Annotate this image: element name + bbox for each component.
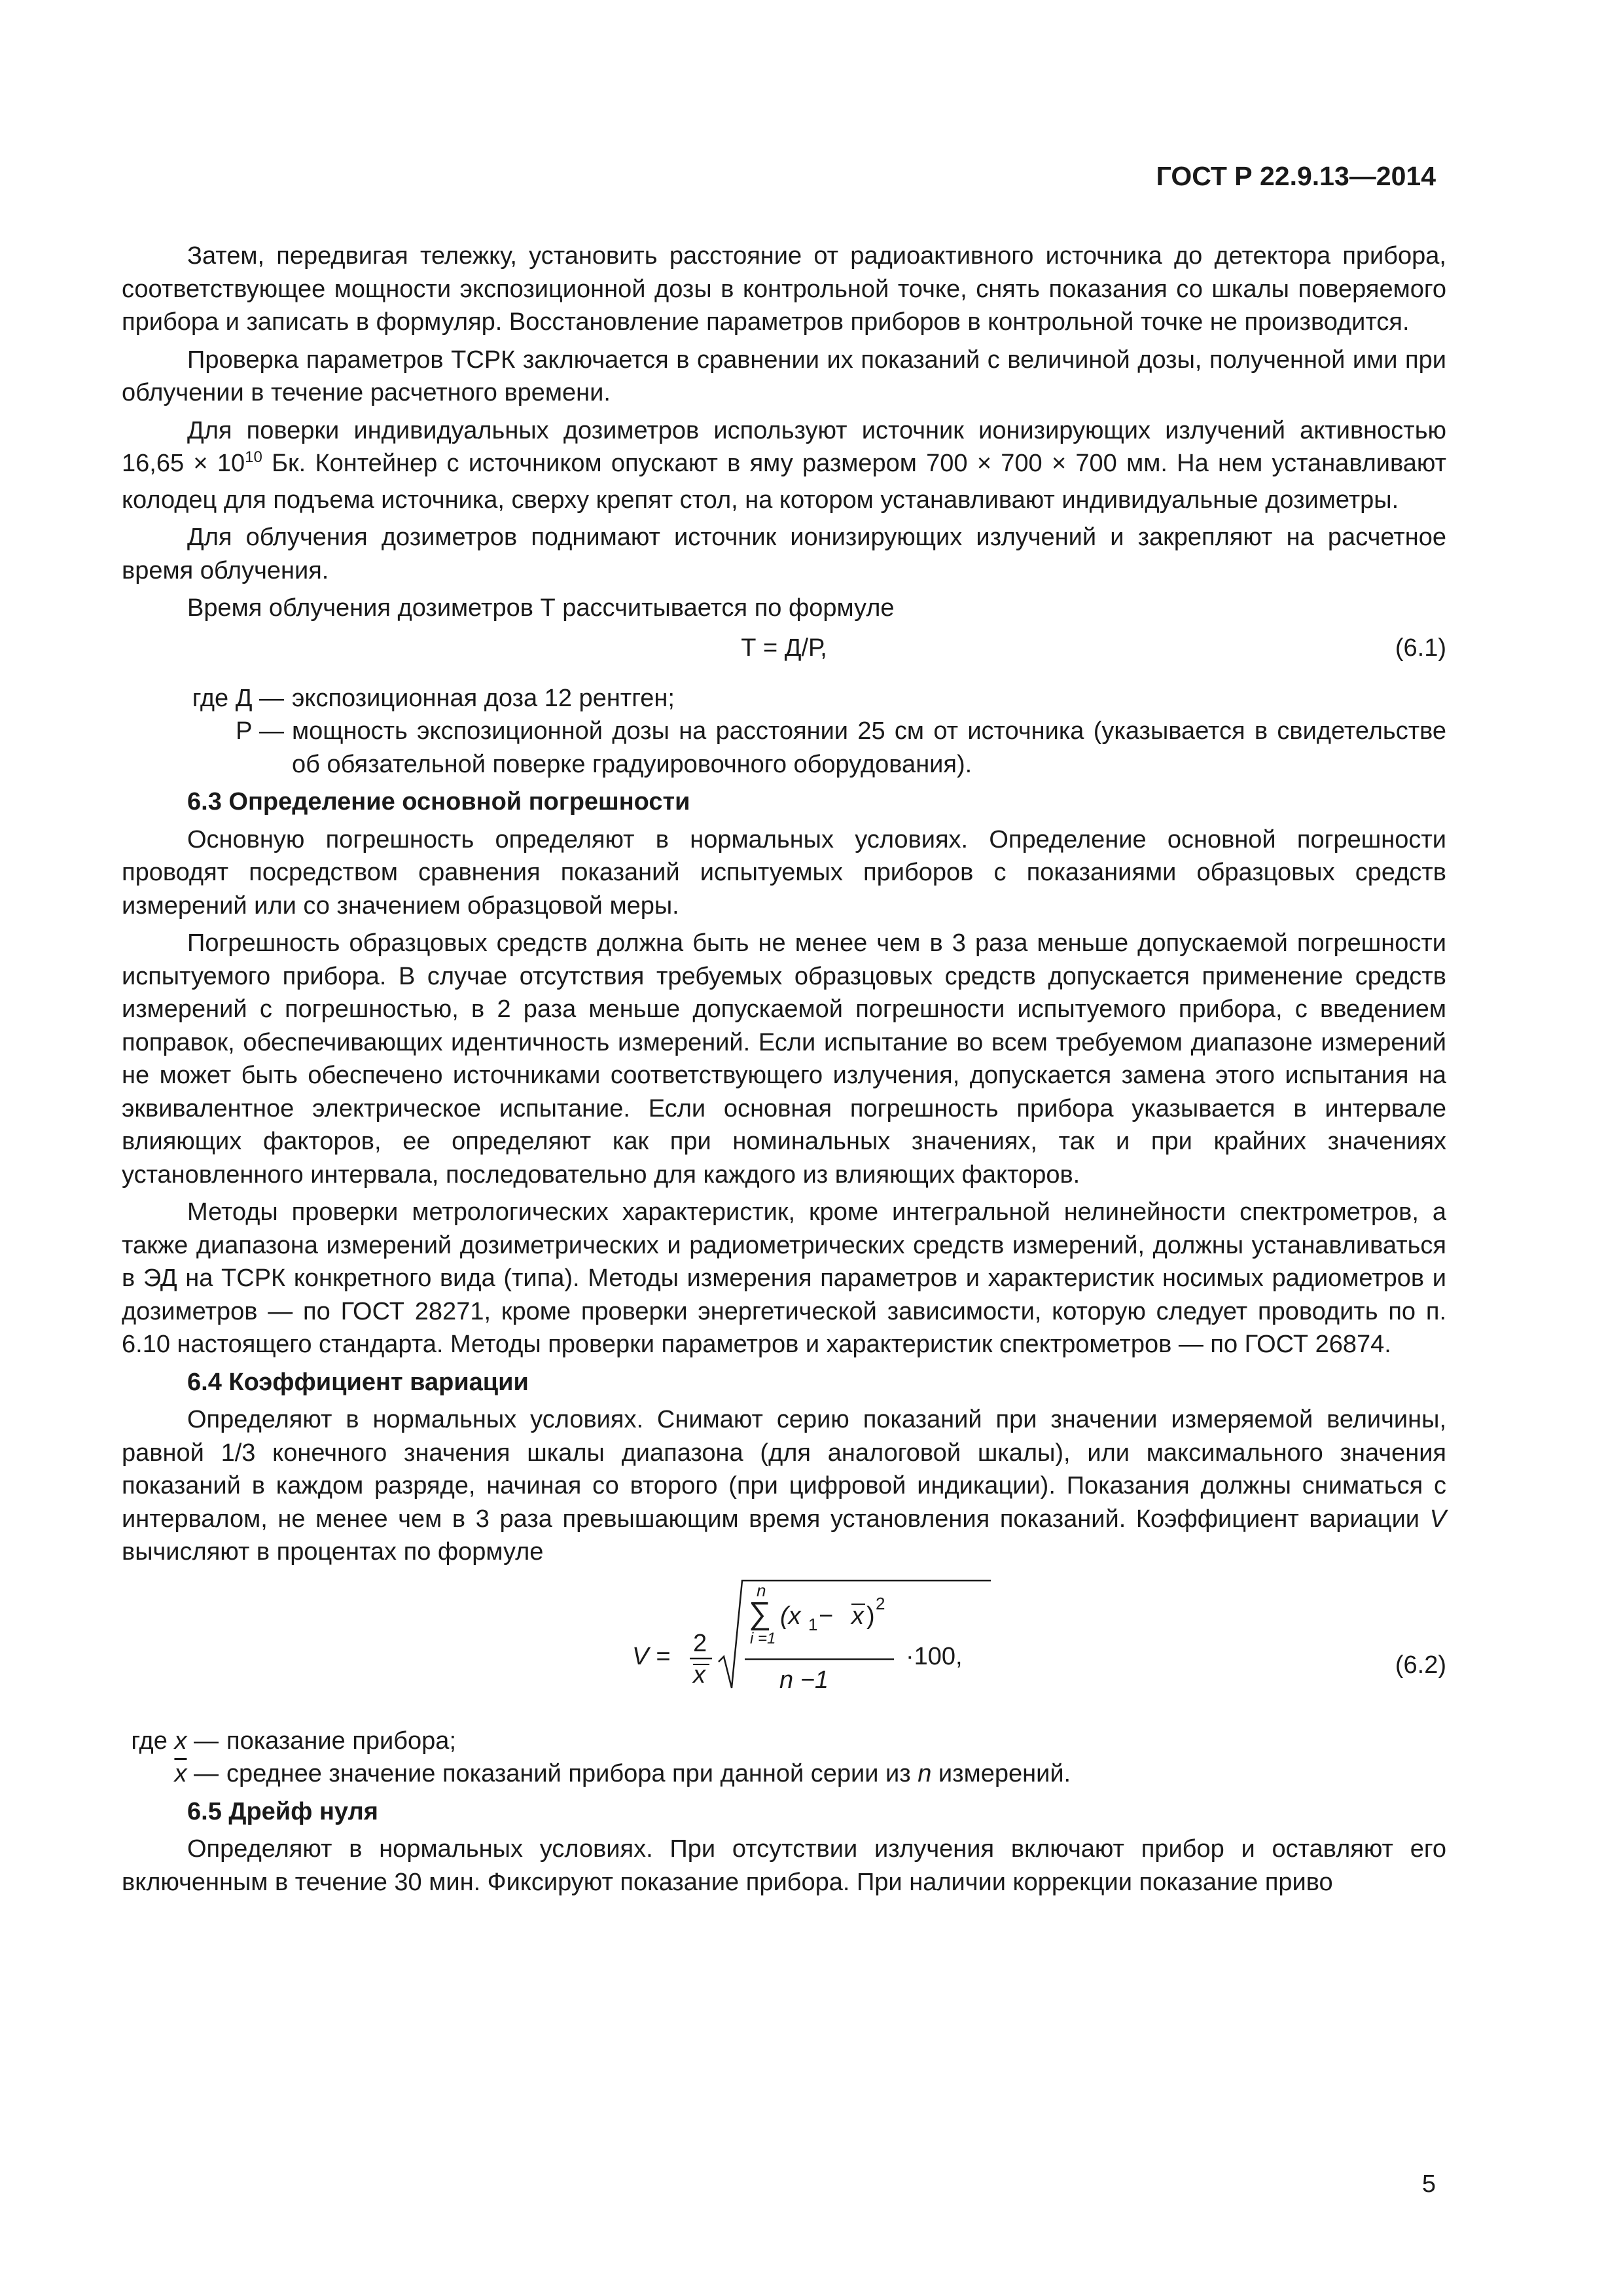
variable: V (1429, 1505, 1446, 1533)
legend-row (122, 682, 1446, 715)
page-content (122, 240, 1446, 1903)
legend-symbol: Р — (236, 717, 284, 745)
legend-row (122, 715, 1446, 781)
sum-lower-limit: i =1 (750, 1629, 776, 1647)
legend-symbol (122, 1725, 226, 1758)
paragraph: Для облучения дозиметров поднимают источник ионизирующих излучений и закрепляют на расчетное время облучения. (122, 524, 1446, 584)
exponent: 10 (245, 448, 262, 466)
paragraph (122, 1403, 1446, 1569)
paragraph: Проверка параметров ТСРК заключается в сравнении их показаний с величиной дозы, полученной ими при облучении в течение расчетного времени. (122, 346, 1446, 406)
legend-symbol (122, 1757, 226, 1791)
sum-mean: x (851, 1602, 864, 1630)
paragraph-text: Для поверки индивидуальных дозиметров используют источник ионизирующих излучений активностью 16,65 × 10 (122, 416, 1446, 477)
paragraph: Методы проверки метрологических характеристик, кроме интегральной нелинейности спектрометров, а также диапазона измерений дозиметрических и радиометрических средств измерений, должны устанавливаться в ЭД на ТСРК конкретного вида (типа). Методы измерения параметров и характеристик носимых радиометров и дозиметров — по ГОСТ 28271, кроме проверки энергетической зависимости, которую следует проводить по п. 6.10 настоящего стандарта. Методы проверки параметров и характеристик спектрометров — по ГОСТ 26874. (122, 1198, 1446, 1358)
legend-row (122, 1725, 1446, 1758)
sum-close-paren: ) (866, 1602, 875, 1630)
formula-graphic (632, 1578, 1064, 1715)
formula-text: Т = Д/Р, (741, 634, 827, 662)
sum-power: 2 (876, 1593, 885, 1613)
legend-text: показание прибора; (226, 1727, 456, 1755)
paragraph: Погрешность образцовых средств должна быть не менее чем в 3 раза меньше допускаемой погрешности испытуемого прибора. В случае отсутствия требуемых образцовых средств допускается применение средств измерений с погрешностью, в 2 раза меньше допускаемой погрешности испытуемого прибора, с введением поправок, обеспечивающих идентичность измерений. Если испытание во всем требуемом диапазоне измерений не может быть обеспечено источниками соответствующего излучения, допускается замена этого испытания на эквивалентное электрическое испытание. Если основная погрешность прибора указывается в интервале влияющих факторов, ее определяют как при номинальных значениях, так и при крайних значениях установленного интервала, последовательно для каждого из влияющих факторов. (122, 929, 1446, 1189)
coef-numerator: 2 (693, 1629, 707, 1657)
sum-upper-limit: n (757, 1580, 766, 1600)
formula-number: (6.1) (1395, 634, 1446, 662)
legend-symbol: где Д — (192, 684, 284, 712)
legend-variable: n (918, 1760, 932, 1787)
formula-tail: ·100, (906, 1642, 963, 1670)
paragraph: Время облучения дозиметров Т рассчитывается по формуле (187, 594, 895, 622)
paragraph: Затем, передвигая тележку, установить расстояние от радиоактивного источника до детектора прибора, соответствующее мощности экспозиционной дозы в контрольной точке, снять показания со шкалы поверяемого прибора и записать в формуляр. Восстановление параметров приборов в контрольной точке не производится. (122, 242, 1446, 336)
legend-variable: x (174, 1727, 187, 1755)
formula-number: (6.2) (1395, 1651, 1446, 1679)
paragraph (122, 414, 1446, 517)
legend-prefix: где (131, 1727, 175, 1755)
section-heading-6-4: 6.4 Коэффициент вариации (187, 1368, 529, 1396)
sum-minus: − (819, 1602, 834, 1630)
paragraph-text: вычисляют в процентах по формуле (122, 1538, 544, 1566)
legend-text-part: среднее значение показаний прибора при данной серии из (226, 1760, 918, 1787)
legend-text (226, 1757, 1446, 1791)
formula-6-1 (122, 632, 1446, 677)
coef-denominator: x (693, 1660, 705, 1689)
legend-variable: $\overline{x}$ (174, 1760, 187, 1787)
paragraph-text: Определяют в нормальных условиях. Снимают серию показаний при значении измеряемой величины, равной 1/3 конечного значения шкалы диапазона (для аналоговой шкалы), или максимального значения показаний в каждом разряде, начиная со второго (при цифровой индикации). Показания должны сниматься с интервалом, не менее чем в 3 раза превышающим время установления показаний. Коэффициент вариации (122, 1406, 1446, 1533)
legend-6-1 (122, 682, 1446, 781)
document-code-header: ГОСТ Р 22.9.13—2014 (1156, 161, 1436, 191)
paragraph-text: Бк. Контейнер с источником опускают в яму размером 700 × 700 × 700 мм. На нем устанавливают колодец для подъема источника, сверху крепят стол, на котором устанавливают индивидуальные дозиметры. (122, 450, 1446, 514)
sum-subscript: 1 (808, 1614, 818, 1634)
legend-text: экспозиционная доза 12 рентген; (292, 684, 675, 712)
legend-text: мощность экспозиционной дозы на расстоянии 25 см от источника (указывается в свидетельстве об обязательной поверке градуировочного оборудования). (292, 717, 1446, 778)
sigma-icon: ∑ (749, 1596, 772, 1631)
formula-6-2 (122, 1578, 1446, 1715)
legend-6-2 (122, 1725, 1446, 1791)
legend-text-part: измерений. (931, 1760, 1071, 1787)
section-heading-6-3: 6.3 Определение основной погрешности (187, 788, 690, 816)
section-heading-6-5: 6.5 Дрейф нуля (187, 1797, 378, 1825)
legend-row (122, 1757, 1446, 1791)
legend-dash: — (187, 1760, 219, 1787)
formula-lhs: V = (632, 1642, 671, 1670)
legend-dash: — (187, 1727, 219, 1755)
paragraph: Основную погрешность определяют в нормальных условиях. Определение основной погрешности проводят посредством сравнения показаний испытуемых приборов с показаниями образцовых средств измерений или со значением образцовой меры. (122, 825, 1446, 920)
paragraph: Определяют в нормальных условиях. При отсутствии излучения включают прибор и оставляют его включенным в течение 30 мин. Фиксируют показание прибора. При наличии коррекции показание приво (122, 1835, 1446, 1896)
page-number: 5 (1421, 2170, 1436, 2198)
sum-term: (x (780, 1602, 801, 1630)
fraction-denominator: n −1 (779, 1666, 829, 1694)
